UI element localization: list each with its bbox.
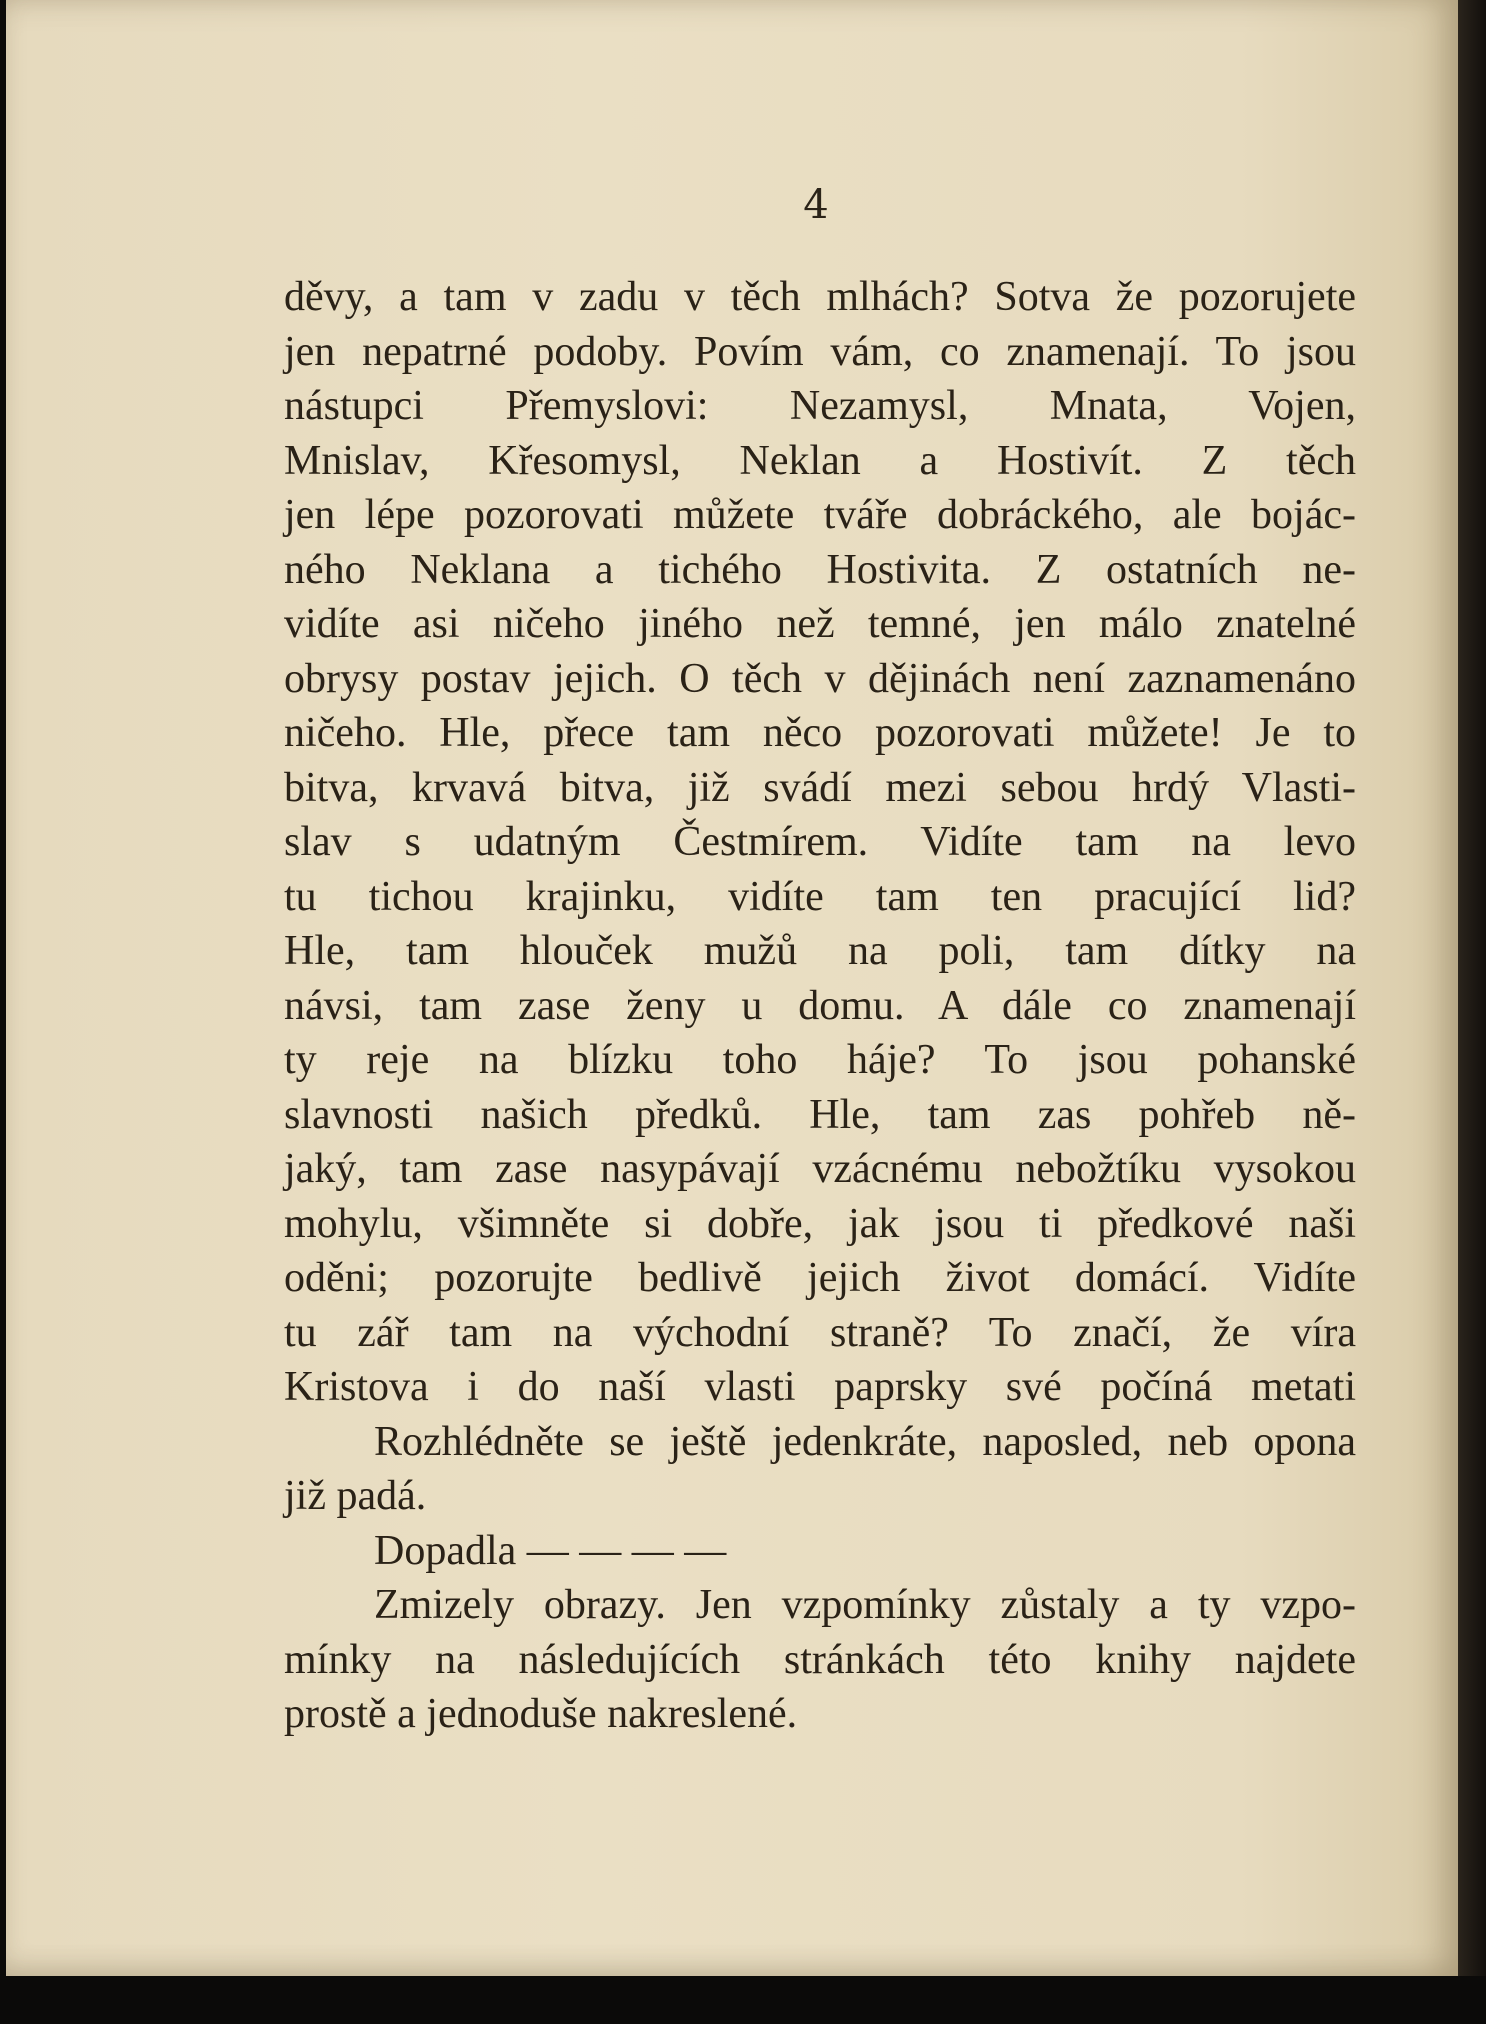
book-edge — [1458, 0, 1486, 2024]
text-line: oděni; pozorujte bedlivě jejich život domácí. Vidíte — [284, 1255, 1356, 1301]
text-line: mínky na následujících stránkách této knihy najdete — [284, 1636, 1356, 1683]
text-line: návsi, tam zase ženy u domu. A dále co znamenají — [284, 982, 1356, 1029]
text-line: prostě a jednoduše nakreslené. — [284, 1691, 798, 1737]
scan-border-bottom — [0, 1976, 1486, 2024]
text-line: Rozhlédněte se ještě jedenkráte, naposled, neb opona — [374, 1418, 1356, 1465]
text-line: obrysy postav jejich. O těch v dějinách není zaznamenáno — [284, 655, 1356, 702]
text-line: Hle, tam hlouček mužů na poli, tam dítky na — [284, 928, 1356, 974]
text-line: Mnislav, Křesomysl, Neklan a Hostivít. Z těch — [284, 437, 1356, 484]
text-line: jaký, tam zase nasypávají vzácnému nebožtíku vysokou — [284, 1146, 1356, 1192]
text-line: bitva, krvavá bitva, již svádí mezi sebou hrdý Vlasti- — [284, 764, 1356, 811]
book-page — [6, 0, 1458, 1976]
text-line: jen nepatrné podoby. Povím vám, co znamenají. To jsou — [284, 328, 1356, 375]
text-line: Kristova i do naší vlasti paprsky své počíná metati — [284, 1364, 1356, 1410]
text-line: vidíte asi ničeho jiného než temné, jen málo znatelné — [284, 601, 1356, 647]
text-line: jen lépe pozorovati můžete tváře dobráckého, ale bojác- — [284, 492, 1356, 538]
text-line: tu tichou krajinku, vidíte tam ten pracující lid? — [284, 873, 1356, 920]
page-number: 4 — [803, 182, 829, 228]
text-line: ného Neklana a tichého Hostivita. Z ostatních ne- — [284, 546, 1356, 593]
text-line: již padá. — [284, 1473, 427, 1519]
text-line: ničeho. Hle, přece tam něco pozorovati můžete! Je to — [284, 710, 1356, 756]
text-line: slavnosti našich předků. Hle, tam zas pohřeb ně- — [284, 1091, 1356, 1138]
text-line: nástupci Přemyslovi: Nezamysl, Mnata, Vojen, — [284, 383, 1356, 429]
text-line: Zmizely obrazy. Jen vzpomínky zůstaly a ty vzpo- — [374, 1582, 1356, 1628]
text-line: slav s udatným Čestmírem. Vidíte tam na levo — [284, 819, 1356, 865]
text-line: děvy, a tam v zadu v těch mlhách? Sotva že pozorujete — [284, 274, 1356, 320]
body-text — [284, 270, 1356, 1742]
text-line: mohylu, všimněte si dobře, jak jsou ti předkové naši — [284, 1200, 1356, 1247]
text-line: Dopadla — — — — — [374, 1527, 727, 1574]
text-line: tu zář tam na východní straně? To značí, že víra — [284, 1309, 1356, 1356]
text-line: ty reje na blízku toho háje? To jsou pohanské — [284, 1037, 1356, 1083]
